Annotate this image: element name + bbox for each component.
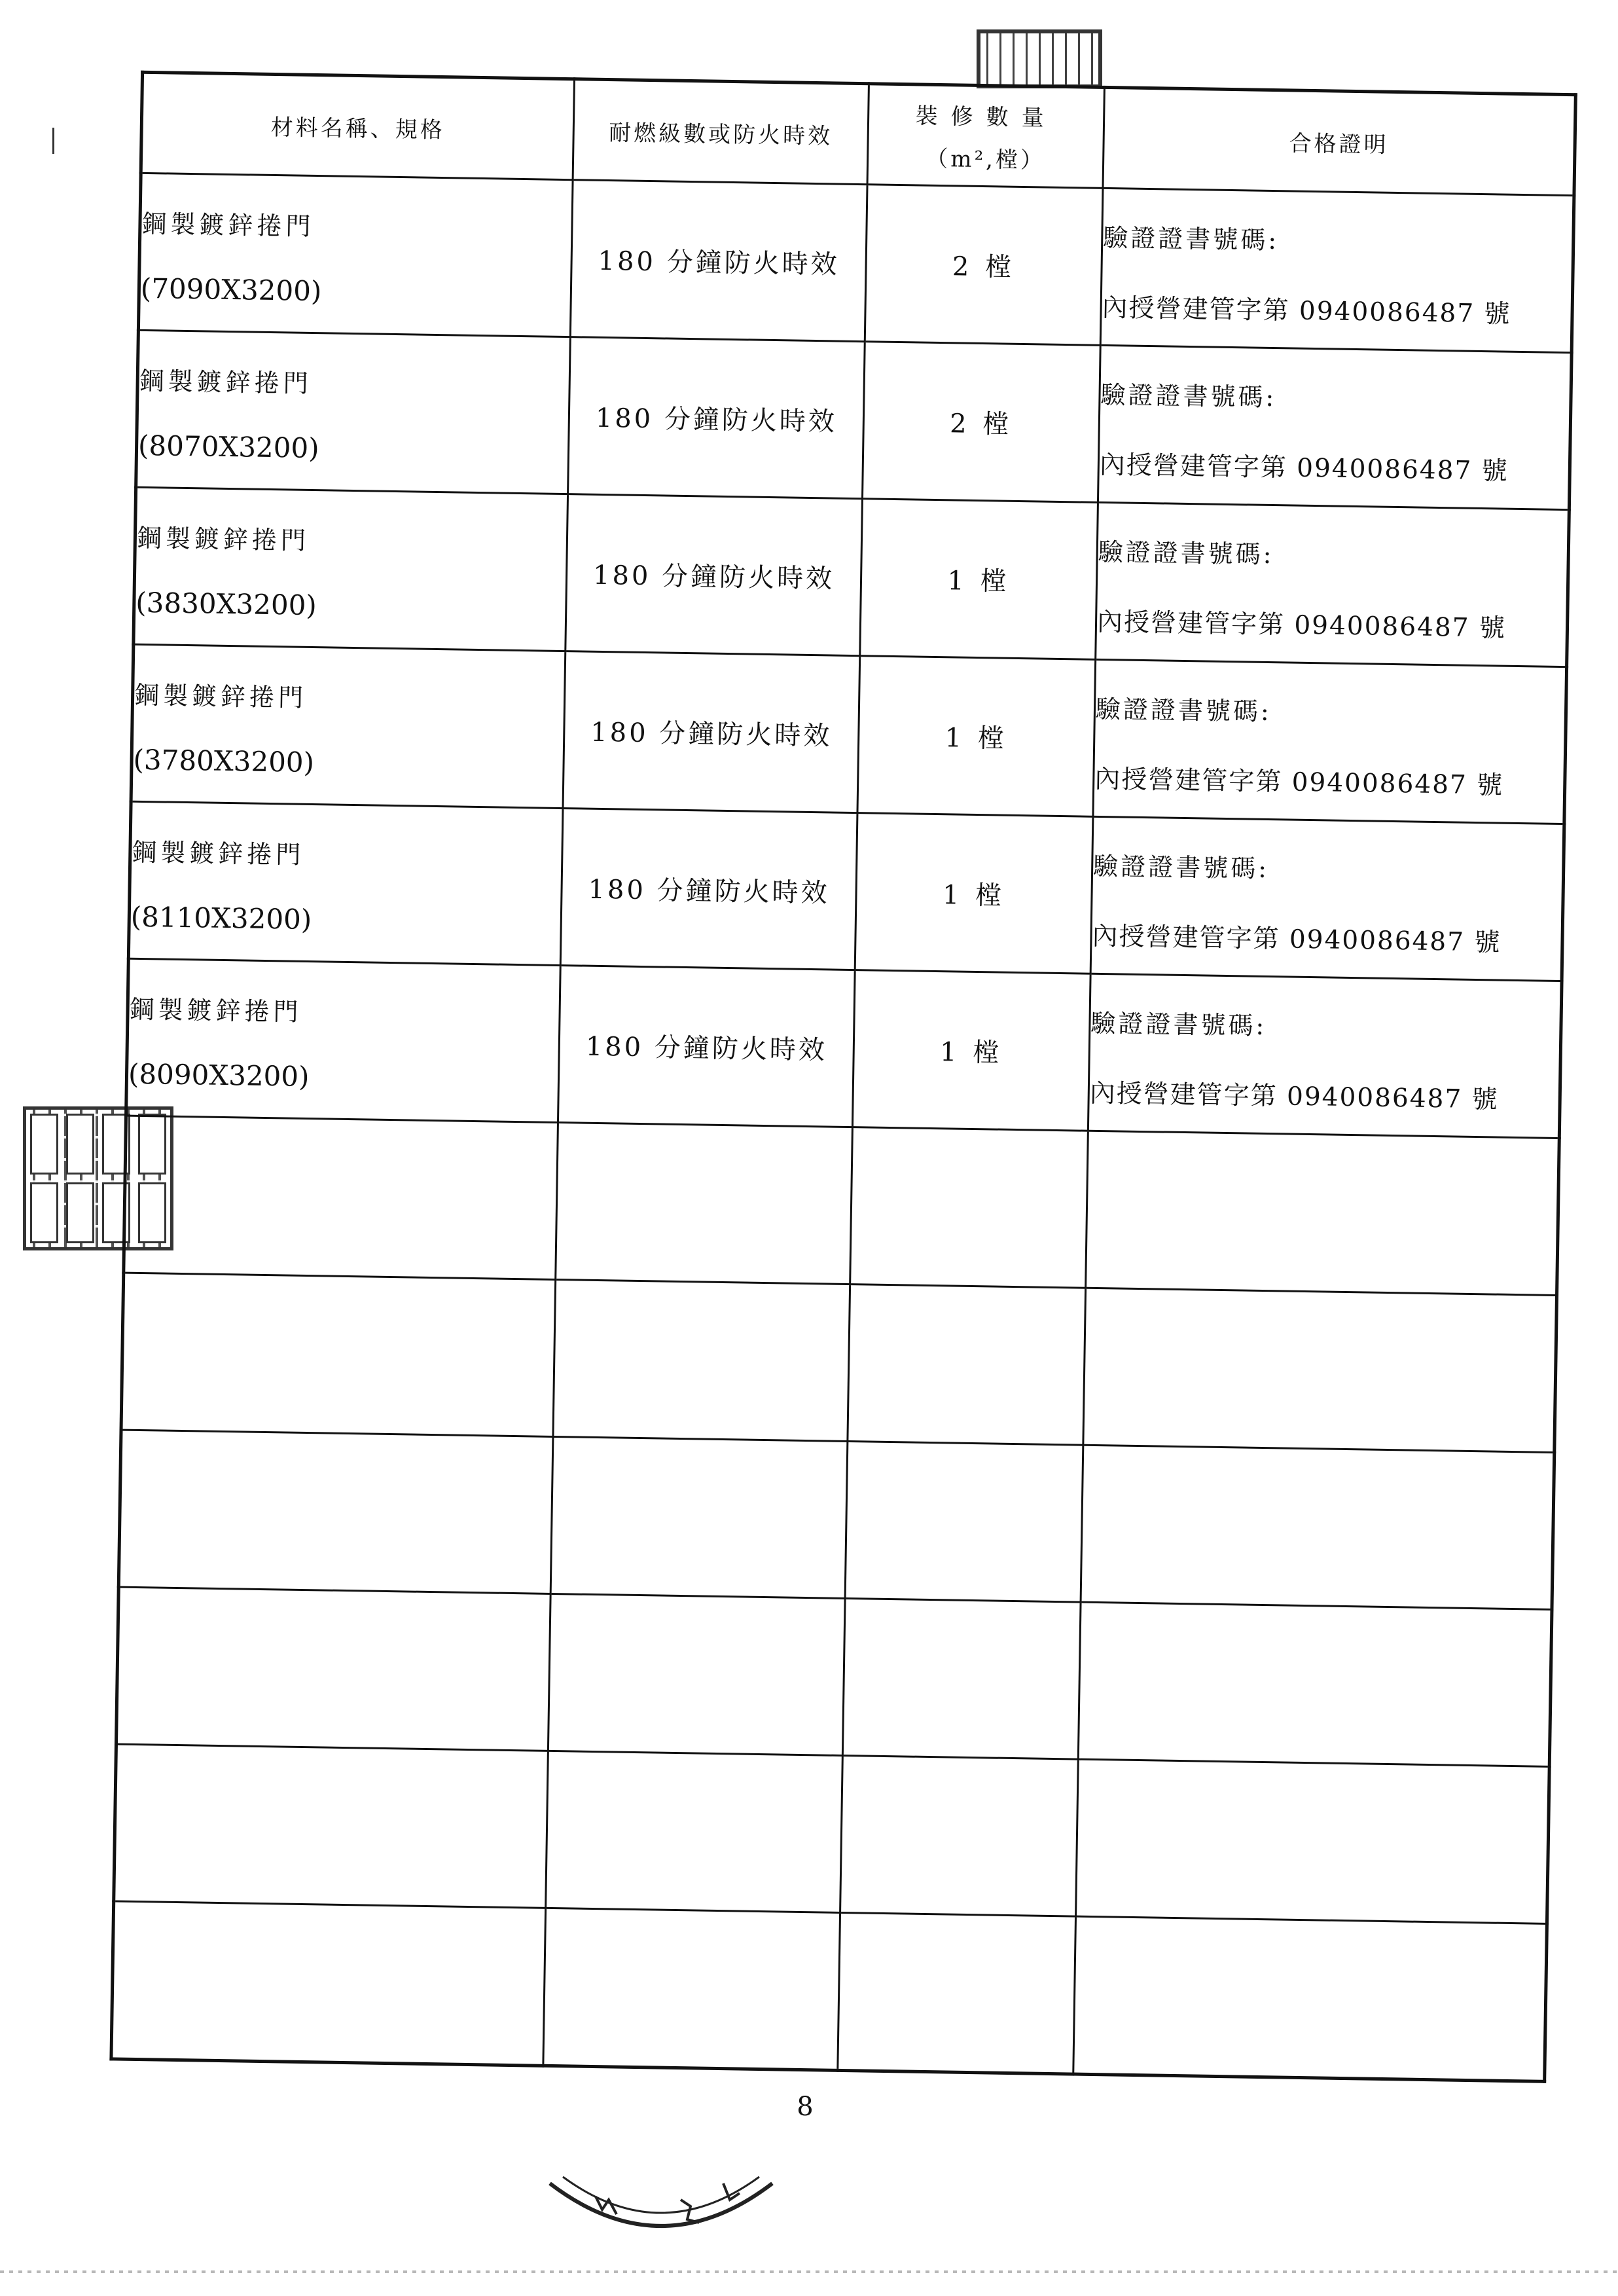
scan-margin-mark bbox=[52, 128, 54, 154]
seal-glyph bbox=[30, 1182, 58, 1243]
certificate-number: 內授營建管字第 0940086487 號 bbox=[1089, 1078, 1499, 1115]
header-certificate: 合格證明 bbox=[1103, 87, 1575, 195]
material-name: 鋼製鍍鋅捲門 bbox=[129, 995, 302, 1027]
blank-cell bbox=[1083, 1288, 1557, 1452]
quantity-cell: 1 樘 bbox=[860, 499, 1098, 660]
blank-cell bbox=[842, 1598, 1081, 1759]
blank-row bbox=[114, 1744, 1549, 1923]
material-size: (3830X3200) bbox=[135, 587, 317, 622]
seal-glyph bbox=[66, 1182, 94, 1243]
blank-cell bbox=[118, 1430, 553, 1594]
material-size: (8070X3200) bbox=[137, 429, 319, 465]
blank-row bbox=[118, 1430, 1554, 1609]
certificate-cell bbox=[1098, 345, 1572, 509]
certificate-label: 驗證證書號碼: bbox=[1090, 1008, 1267, 1040]
bottom-seal-graphic bbox=[537, 2170, 785, 2269]
material-cell bbox=[138, 173, 573, 337]
table-row bbox=[134, 487, 1569, 666]
fire-rating-cell: 180 分鐘防火時效 bbox=[560, 809, 857, 970]
blank-cell bbox=[548, 1594, 845, 1755]
certificate-label: 驗證證書號碼: bbox=[1092, 851, 1270, 883]
table-row bbox=[136, 330, 1572, 509]
fire-rating-cell: 180 分鐘防火時效 bbox=[558, 965, 855, 1127]
blank-cell bbox=[556, 1122, 853, 1284]
blank-cell bbox=[1076, 1759, 1550, 1923]
blank-row bbox=[124, 1116, 1559, 1295]
material-name: 鋼製鍍鋅捲門 bbox=[139, 367, 313, 399]
material-name: 鋼製鍍鋅捲門 bbox=[141, 210, 315, 242]
table-body bbox=[111, 173, 1574, 2081]
certificate-label: 驗證證書號碼: bbox=[1098, 537, 1274, 570]
blank-cell bbox=[1073, 1916, 1547, 2081]
material-cell bbox=[126, 958, 561, 1122]
blank-cell bbox=[121, 1273, 556, 1436]
header-quantity bbox=[867, 84, 1104, 189]
header-quantity-unit: （m²,樘） bbox=[926, 145, 1046, 174]
blank-cell bbox=[838, 1912, 1076, 2074]
material-cell bbox=[134, 487, 568, 651]
blank-cell bbox=[546, 1751, 843, 1912]
blank-cell bbox=[116, 1587, 550, 1751]
scan-edge-line bbox=[0, 2270, 1618, 2273]
quantity-cell: 2 樘 bbox=[865, 185, 1103, 346]
material-cell bbox=[136, 330, 571, 494]
quantity-cell: 1 樘 bbox=[857, 656, 1096, 817]
blank-cell bbox=[553, 1279, 850, 1441]
material-table-wrapper bbox=[109, 71, 1573, 2083]
material-name: 鋼製鍍鋅捲門 bbox=[132, 838, 305, 870]
blank-cell bbox=[845, 1441, 1083, 1602]
blank-row bbox=[111, 1901, 1547, 2082]
material-size: (7090X3200) bbox=[140, 272, 322, 308]
material-size: (8090X3200) bbox=[128, 1058, 310, 1093]
certificate-cell bbox=[1090, 816, 1564, 981]
material-size: (3780X3200) bbox=[133, 744, 315, 779]
header-fire-rating: 耐燃級數或防火時效 bbox=[573, 79, 869, 185]
quantity-cell: 1 樘 bbox=[855, 813, 1093, 974]
blank-cell bbox=[124, 1116, 558, 1279]
blank-cell bbox=[111, 1901, 546, 2066]
certificate-cell bbox=[1100, 188, 1574, 352]
blank-cell bbox=[550, 1436, 848, 1598]
certificate-number: 內授營建管字第 0940086487 號 bbox=[1094, 764, 1504, 801]
blank-cell bbox=[1078, 1602, 1552, 1766]
blank-row bbox=[116, 1587, 1551, 1766]
blank-cell bbox=[850, 1127, 1088, 1288]
material-cell bbox=[131, 644, 566, 808]
certificate-label: 驗證證書號碼: bbox=[1095, 694, 1272, 726]
page-number: 8 bbox=[797, 2092, 814, 2122]
blank-cell bbox=[1086, 1131, 1560, 1295]
blank-cell bbox=[543, 1908, 840, 2070]
blank-cell bbox=[840, 1755, 1079, 1916]
certificate-number: 內授營建管字第 0940086487 號 bbox=[1096, 607, 1507, 644]
fire-rating-cell: 180 分鐘防火時效 bbox=[570, 180, 867, 342]
table-row bbox=[138, 173, 1573, 352]
certificate-cell bbox=[1088, 974, 1562, 1138]
blank-row bbox=[121, 1273, 1556, 1452]
material-name: 鋼製鍍鋅捲門 bbox=[136, 524, 310, 556]
certificate-number: 內授營建管字第 0940086487 號 bbox=[1092, 921, 1501, 958]
table-row bbox=[126, 958, 1562, 1138]
quantity-cell: 1 樘 bbox=[852, 970, 1090, 1131]
fire-rating-cell: 180 分鐘防火時效 bbox=[566, 494, 863, 656]
certificate-number: 內授營建管字第 0940086487 號 bbox=[1102, 293, 1511, 329]
certificate-cell bbox=[1093, 659, 1567, 824]
fire-rating-cell: 180 分鐘防火時效 bbox=[568, 337, 865, 499]
quantity-cell: 2 樘 bbox=[863, 342, 1101, 503]
material-table bbox=[109, 71, 1577, 2083]
certificate-label: 驗證證書號碼: bbox=[1102, 223, 1280, 255]
material-name: 鋼製鍍鋅捲門 bbox=[134, 681, 308, 713]
fire-rating-cell: 180 分鐘防火時效 bbox=[563, 651, 860, 813]
bottom-seal-stamp bbox=[537, 2170, 785, 2269]
seal-glyph bbox=[66, 1114, 94, 1175]
blank-cell bbox=[848, 1284, 1086, 1445]
blank-cell bbox=[1081, 1445, 1555, 1609]
table-row bbox=[128, 801, 1564, 981]
material-cell bbox=[128, 801, 563, 965]
certificate-label: 驗證證書號碼: bbox=[1100, 380, 1277, 412]
certificate-number: 內授營建管字第 0940086487 號 bbox=[1099, 450, 1509, 486]
header-quantity-label: 裝修數量 bbox=[915, 103, 1057, 132]
header-material: 材料名稱、規格 bbox=[141, 72, 574, 179]
table-row bbox=[131, 644, 1566, 824]
certificate-cell bbox=[1096, 502, 1570, 666]
top-seal-stamp bbox=[977, 29, 1102, 88]
material-size: (8110X3200) bbox=[130, 901, 312, 936]
blank-cell bbox=[114, 1744, 548, 1908]
seal-glyph bbox=[30, 1114, 58, 1175]
